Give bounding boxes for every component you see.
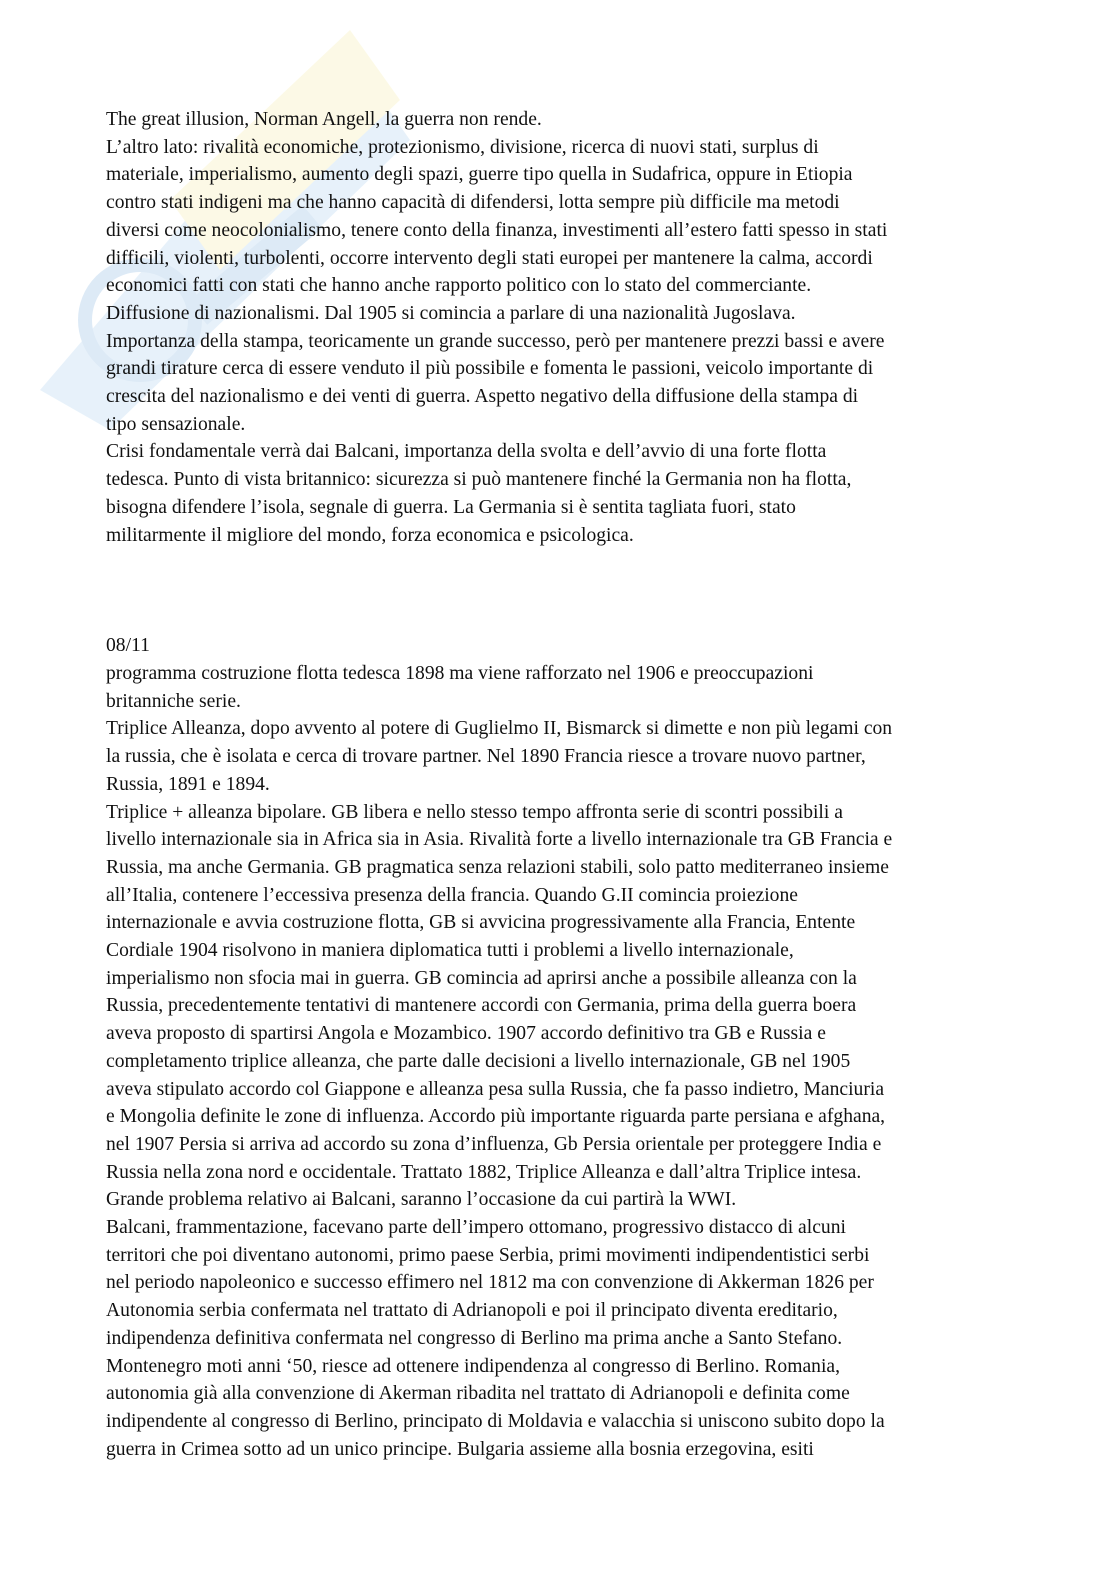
text-line: indipendente al congresso di Berlino, principato di Moldavia e valacchia si uniscono subito dopo la bbox=[106, 1411, 885, 1432]
text-line: tipo sensazionale. bbox=[106, 413, 246, 435]
text-line: aveva proposto di spartirsi Angola e Mozambico. 1907 accordo definitivo tra GB e Russia e bbox=[106, 1023, 826, 1045]
text-line: contro stati indigeni ma che hanno capacità di difendersi, lotta sempre più difficile ma metodi bbox=[106, 192, 840, 214]
text-line: guerra in Crimea sotto ad un unico principe. Bulgaria assieme alla bosnia erzegovina, esiti bbox=[106, 1438, 814, 1460]
text-line: autonomia già alla convenzione di Akerman ribadita nel trattato di Adrianopoli e definita come bbox=[106, 1383, 850, 1405]
text-line: programma costruzione flotta tedesca 1898 ma viene rafforzato nel 1906 e preoccupazioni bbox=[106, 663, 814, 685]
text-line: diversi come neocolonialismo, tenere conto della finanza, investimenti all’estero fatti spesso in stati bbox=[106, 219, 888, 241]
text-line: Diffusione di nazionalismi. Dal 1905 si comincia a parlare di una nazionalità Jugoslava. bbox=[106, 302, 796, 324]
text-line: Russia, 1891 e 1894. bbox=[106, 773, 270, 795]
text-line: Autonomia serbia confermata nel trattato di Adrianopoli e poi il principato diventa ereditario, bbox=[106, 1300, 838, 1322]
text-line: Russia, ma anche Germania. GB pragmatica senza relazioni stabili, solo patto mediterraneo insieme bbox=[106, 856, 889, 878]
text-line: aveva stipulato accordo col Giappone e alleanza pesa sulla Russia, che fa passo indietro, Manciuria bbox=[106, 1078, 885, 1100]
text-line: tedesca. Punto di vista britannico: sicurezza si può mantenere finché la Germania non ha flotta, bbox=[106, 469, 852, 491]
document-body bbox=[106, 106, 1011, 1463]
text-line: Crisi fondamentale verrà dai Balcani, importanza della svolta e dell’avvio di una forte flotta bbox=[106, 441, 827, 463]
text-line: bisogna difendere l’isola, segnale di guerra. La Germania si è sentita tagliata fuori, stato bbox=[106, 496, 796, 518]
text-line: Balcani, frammentazione, facevano parte dell’impero ottomano, progressivo distacco di alcuni bbox=[106, 1217, 846, 1239]
text-line: Russia, precedentemente tentativi di mantenere accordi con Germania, prima della guerra boera bbox=[106, 995, 857, 1017]
text-line: territori che poi diventano autonomi, primo paese Serbia, primi movimenti indipendentistici serbi bbox=[106, 1244, 870, 1266]
text-line: nel 1907 Persia si arriva ad accordo su zona d’influenza, Gb Persia orientale per proteggere India e bbox=[106, 1133, 882, 1155]
text-line: Grande problema relativo ai Balcani, saranno l’occasione da cui partirà la WWI. bbox=[106, 1189, 737, 1211]
text-line: e Mongolia definite le zone di influenza. Accordo più importante riguarda parte persiana e afghana, bbox=[106, 1106, 886, 1128]
text-line: all’Italia, contenere l’eccessiva presenza della francia. Quando G.II comincia proiezione bbox=[106, 884, 798, 906]
text-line: Triplice Alleanza, dopo avvento al potere di Guglielmo II, Bismarck si dimette e non più legami con bbox=[106, 718, 893, 740]
text-line: crescita del nazionalismo e dei venti di guerra. Aspetto negativo della diffusione della stampa di bbox=[106, 386, 859, 408]
text-line: Russia nella zona nord e occidentale. Trattato 1882, Triplice Alleanza e dall’altra Triplice intesa. bbox=[106, 1161, 862, 1183]
text-line: nel periodo napoleonico e successo effimero nel 1812 ma con convenzione di Akkerman 1826 per bbox=[106, 1272, 874, 1294]
text-line: difficili, violenti, turbolenti, occorre intervento degli stati europei per mantenere la calma, accordi bbox=[106, 247, 873, 269]
text-line: Importanza della stampa, teoricamente un grande successo, però per mantenere prezzi bassi e avere bbox=[106, 330, 885, 352]
text-line: militarmente il migliore del mondo, forza economica e psicologica. bbox=[106, 524, 634, 546]
text-line: livello internazionale sia in Africa sia in Asia. Rivalità forte a livello internazionale tra GB Francia e bbox=[106, 829, 893, 851]
text-line: indipendenza definitiva confermata nel congresso di Berlino ma prima anche a Santo Stefano. bbox=[106, 1327, 843, 1349]
text-line: grandi tirature cerca di essere venduto il più possibile e fomenta le passioni, veicolo importante di bbox=[106, 358, 874, 380]
text-line: britanniche serie. bbox=[106, 690, 241, 712]
text-line: materiale, imperialismo, aumento degli spazi, guerre tipo quella in Sudafrica, oppure in Etiopia bbox=[106, 164, 853, 186]
text-line: internazionale e avvia costruzione flotta, GB si avvicina progressivamente alla Francia, Entente bbox=[106, 912, 856, 934]
text-line: completamento triplice alleanza, che parte dalle decisioni a livello internazionale, GB nel 1905 bbox=[106, 1050, 851, 1072]
text-line: Cordiale 1904 risolvono in maniera diplomatica tutti i problemi a livello internazionale, bbox=[106, 940, 794, 962]
text-line: L’altro lato: rivalità economiche, protezionismo, divisione, ricerca di nuovi stati, surplus di bbox=[106, 136, 819, 158]
text-line: economici fatti con stati che hanno anche rapporto politico con lo stato del commerciante. bbox=[106, 275, 812, 297]
blank-line bbox=[106, 549, 1011, 577]
blank-line bbox=[106, 605, 1011, 633]
text-line: imperialismo non sfocia mai in guerra. GB comincia ad aprirsi anche a possibile alleanza con la bbox=[106, 967, 857, 989]
blank-line bbox=[106, 577, 1011, 605]
text-line: The great illusion, Norman Angell, la guerra non rende. bbox=[106, 109, 542, 130]
text-line: 08/11 bbox=[106, 635, 150, 657]
text-line: Triplice + alleanza bipolare. GB libera e nello stesso tempo affronta serie di scontri possibili a bbox=[106, 801, 843, 823]
text-line: Montenegro moti anni ‘50, riesce ad ottenere indipendenza al congresso di Berlino. Romania, bbox=[106, 1355, 841, 1377]
text-line: la russia, che è isolata e cerca di trovare partner. Nel 1890 Francia riesce a trovare nuovo partner, bbox=[106, 746, 866, 768]
